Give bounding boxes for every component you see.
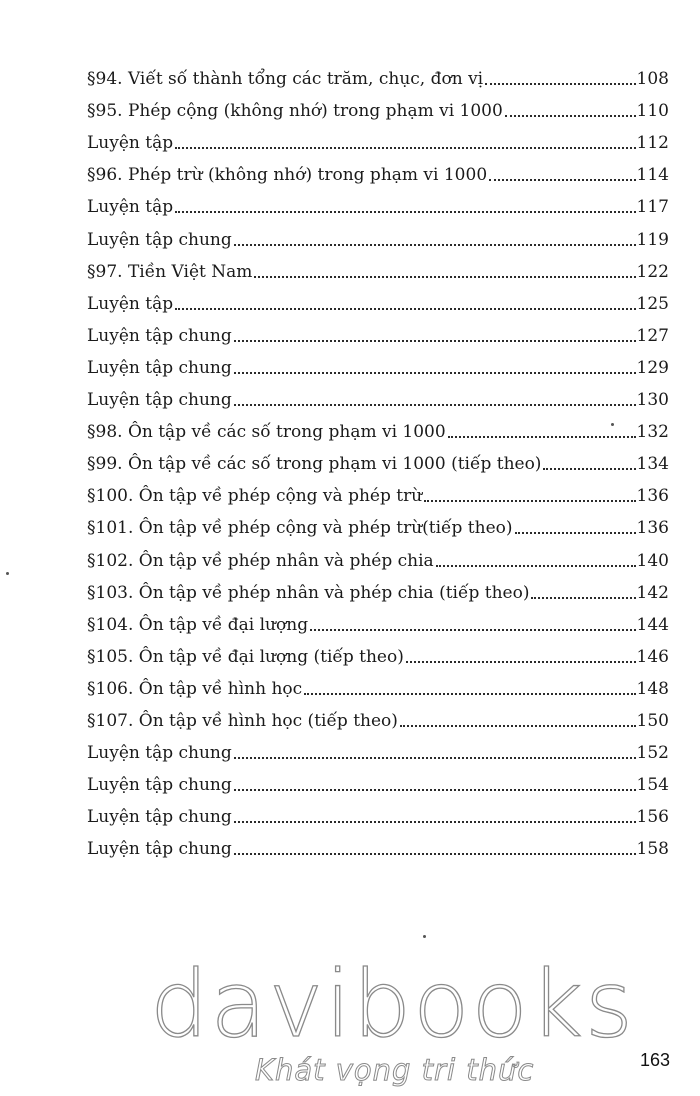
- toc-entry-title: §104. Ôn tập về đại lượng: [87, 614, 309, 635]
- toc-entry-page: 127: [636, 325, 669, 346]
- dot-leader: [485, 83, 635, 85]
- toc-entry-page: 142: [636, 582, 669, 603]
- dot-leader: [175, 147, 635, 149]
- toc-entry: [87, 479, 669, 507]
- dot-leader: [406, 661, 636, 663]
- dot-leader: [543, 468, 635, 470]
- toc-entry-title: §96. Phép trừ (không nhớ) trong phạm vi 1000: [87, 165, 488, 186]
- toc-entry: [87, 640, 669, 668]
- toc-entry: [87, 319, 669, 347]
- toc-entry-page: 136: [636, 486, 669, 507]
- dot-leader: [234, 340, 636, 342]
- toc-entry: [87, 383, 669, 411]
- toc-entry-page: 140: [636, 550, 669, 571]
- toc-entry: [87, 255, 669, 283]
- dot-leader: [424, 500, 635, 502]
- dot-leader: [175, 308, 635, 310]
- toc-entry-title: §106. Ôn tập về hình học: [87, 678, 303, 699]
- toc-entry: [87, 736, 669, 764]
- toc-entry: [87, 62, 669, 90]
- toc-entry: [87, 158, 669, 186]
- toc-entry-title: §103. Ôn tập về phép nhân và phép chia (tiếp theo): [87, 582, 530, 603]
- toc-entry: [87, 190, 669, 218]
- toc-entry: [87, 126, 669, 154]
- toc-entry-page: 114: [636, 165, 669, 186]
- toc-entry-title: §98. Ôn tập về các số trong phạm vi 1000: [87, 422, 446, 443]
- dot-leader: [234, 853, 636, 855]
- dot-leader: [304, 693, 635, 695]
- toc-entry-page: 136: [636, 518, 669, 539]
- dot-leader: [489, 179, 635, 181]
- scan-speck: [423, 935, 426, 938]
- toc-entry-page: 148: [636, 678, 669, 699]
- toc-entry-title: Luyện tập chung: [87, 390, 232, 410]
- toc-entry-page: 108: [636, 69, 669, 89]
- toc-entry: [87, 415, 669, 443]
- dot-leader: [505, 115, 636, 117]
- toc-entry-page: 146: [636, 646, 669, 667]
- dot-leader: [515, 532, 636, 534]
- dot-leader: [400, 725, 636, 727]
- toc-entry-page: 152: [636, 743, 669, 764]
- toc-entry: [87, 447, 669, 475]
- toc-entry: [87, 800, 669, 828]
- toc-entry: [87, 511, 669, 539]
- scan-speck: [6, 572, 9, 575]
- dot-leader: [254, 276, 635, 278]
- toc-entry-page: 129: [636, 357, 669, 378]
- toc-entry-title: Luyện tập chung: [87, 839, 232, 860]
- toc-entry-page: 154: [636, 775, 669, 796]
- toc-entry-title: §100. Ôn tập về phép cộng và phép trừ: [87, 486, 423, 507]
- page-number: 163: [639, 1050, 670, 1070]
- toc-entry-page: 125: [636, 293, 669, 314]
- toc-entry-title: Luyện tập: [87, 293, 174, 314]
- dot-leader: [234, 821, 636, 823]
- toc-entry: [87, 287, 669, 315]
- dot-leader: [234, 404, 636, 406]
- toc-entry-title: Luyện tập: [87, 197, 174, 218]
- watermark-logo: davibooks: [150, 951, 635, 1058]
- toc-entry-title: §99. Ôn tập về các số trong phạm vi 1000 (tiếp theo): [87, 454, 542, 475]
- toc-entry: [87, 223, 669, 251]
- toc-entry-page: 130: [636, 390, 669, 410]
- toc-entry: [87, 704, 669, 732]
- toc-entry-title: §102. Ôn tập về phép nhân và phép chia: [87, 550, 434, 571]
- toc-entry-title: §105. Ôn tập về đại lượng (tiếp theo): [87, 646, 404, 667]
- toc-entry: [87, 832, 669, 860]
- toc-entry-title: Luyện tập chung: [87, 229, 232, 250]
- toc-entry-page: 117: [636, 197, 669, 218]
- toc-entry: [87, 608, 669, 636]
- toc-entry-title: Luyện tập: [87, 133, 174, 154]
- toc-entry-page: 112: [636, 133, 669, 154]
- toc-entry-title: §107. Ôn tập về hình học (tiếp theo): [87, 711, 398, 731]
- toc-entry-page: 134: [636, 454, 669, 475]
- toc-entry: [87, 576, 669, 604]
- toc-entry-page: 158: [636, 839, 669, 860]
- toc-entry-page: 156: [636, 807, 669, 828]
- dot-leader: [310, 629, 635, 631]
- toc-entry-title: §101. Ôn tập về phép cộng và phép trừ(tiếp theo): [87, 518, 513, 539]
- toc-entry-title: §95. Phép cộng (không nhớ) trong phạm vi 1000: [87, 101, 503, 122]
- toc-entry-title: Luyện tập chung: [87, 743, 232, 764]
- toc-entry-title: §97. Tiền Việt Nam: [87, 261, 253, 282]
- dot-leader: [436, 565, 636, 567]
- toc-entry-page: 122: [636, 261, 669, 282]
- scan-speck: [611, 423, 614, 426]
- toc-entry-title: §94. Viết số thành tổng các trăm, chục, đơn vị: [87, 69, 484, 89]
- toc-entry-page: 110: [636, 101, 669, 122]
- toc-entry-title: Luyện tập chung: [87, 807, 232, 828]
- toc-entry: [87, 544, 669, 572]
- toc-entry-title: Luyện tập chung: [87, 357, 232, 378]
- toc-entry-page: 150: [636, 711, 669, 731]
- toc-entry: [87, 672, 669, 700]
- dot-leader: [531, 597, 635, 599]
- toc-entry-title: Luyện tập chung: [87, 775, 232, 796]
- toc-entry-page: 144: [636, 614, 669, 635]
- watermark-tagline: Khát vọng tri thức: [255, 1053, 535, 1087]
- dot-leader: [234, 372, 636, 374]
- toc-entry: [87, 94, 669, 122]
- toc-entry-page: 119: [636, 229, 669, 250]
- toc-entry: [87, 768, 669, 796]
- dot-leader: [234, 757, 636, 759]
- toc-entry: [87, 351, 669, 379]
- toc-entry-page: 132: [636, 422, 669, 443]
- dot-leader: [234, 789, 636, 791]
- dot-leader: [175, 211, 635, 213]
- dot-leader: [234, 244, 636, 246]
- dot-leader: [448, 436, 636, 438]
- toc-entry-title: Luyện tập chung: [87, 325, 232, 346]
